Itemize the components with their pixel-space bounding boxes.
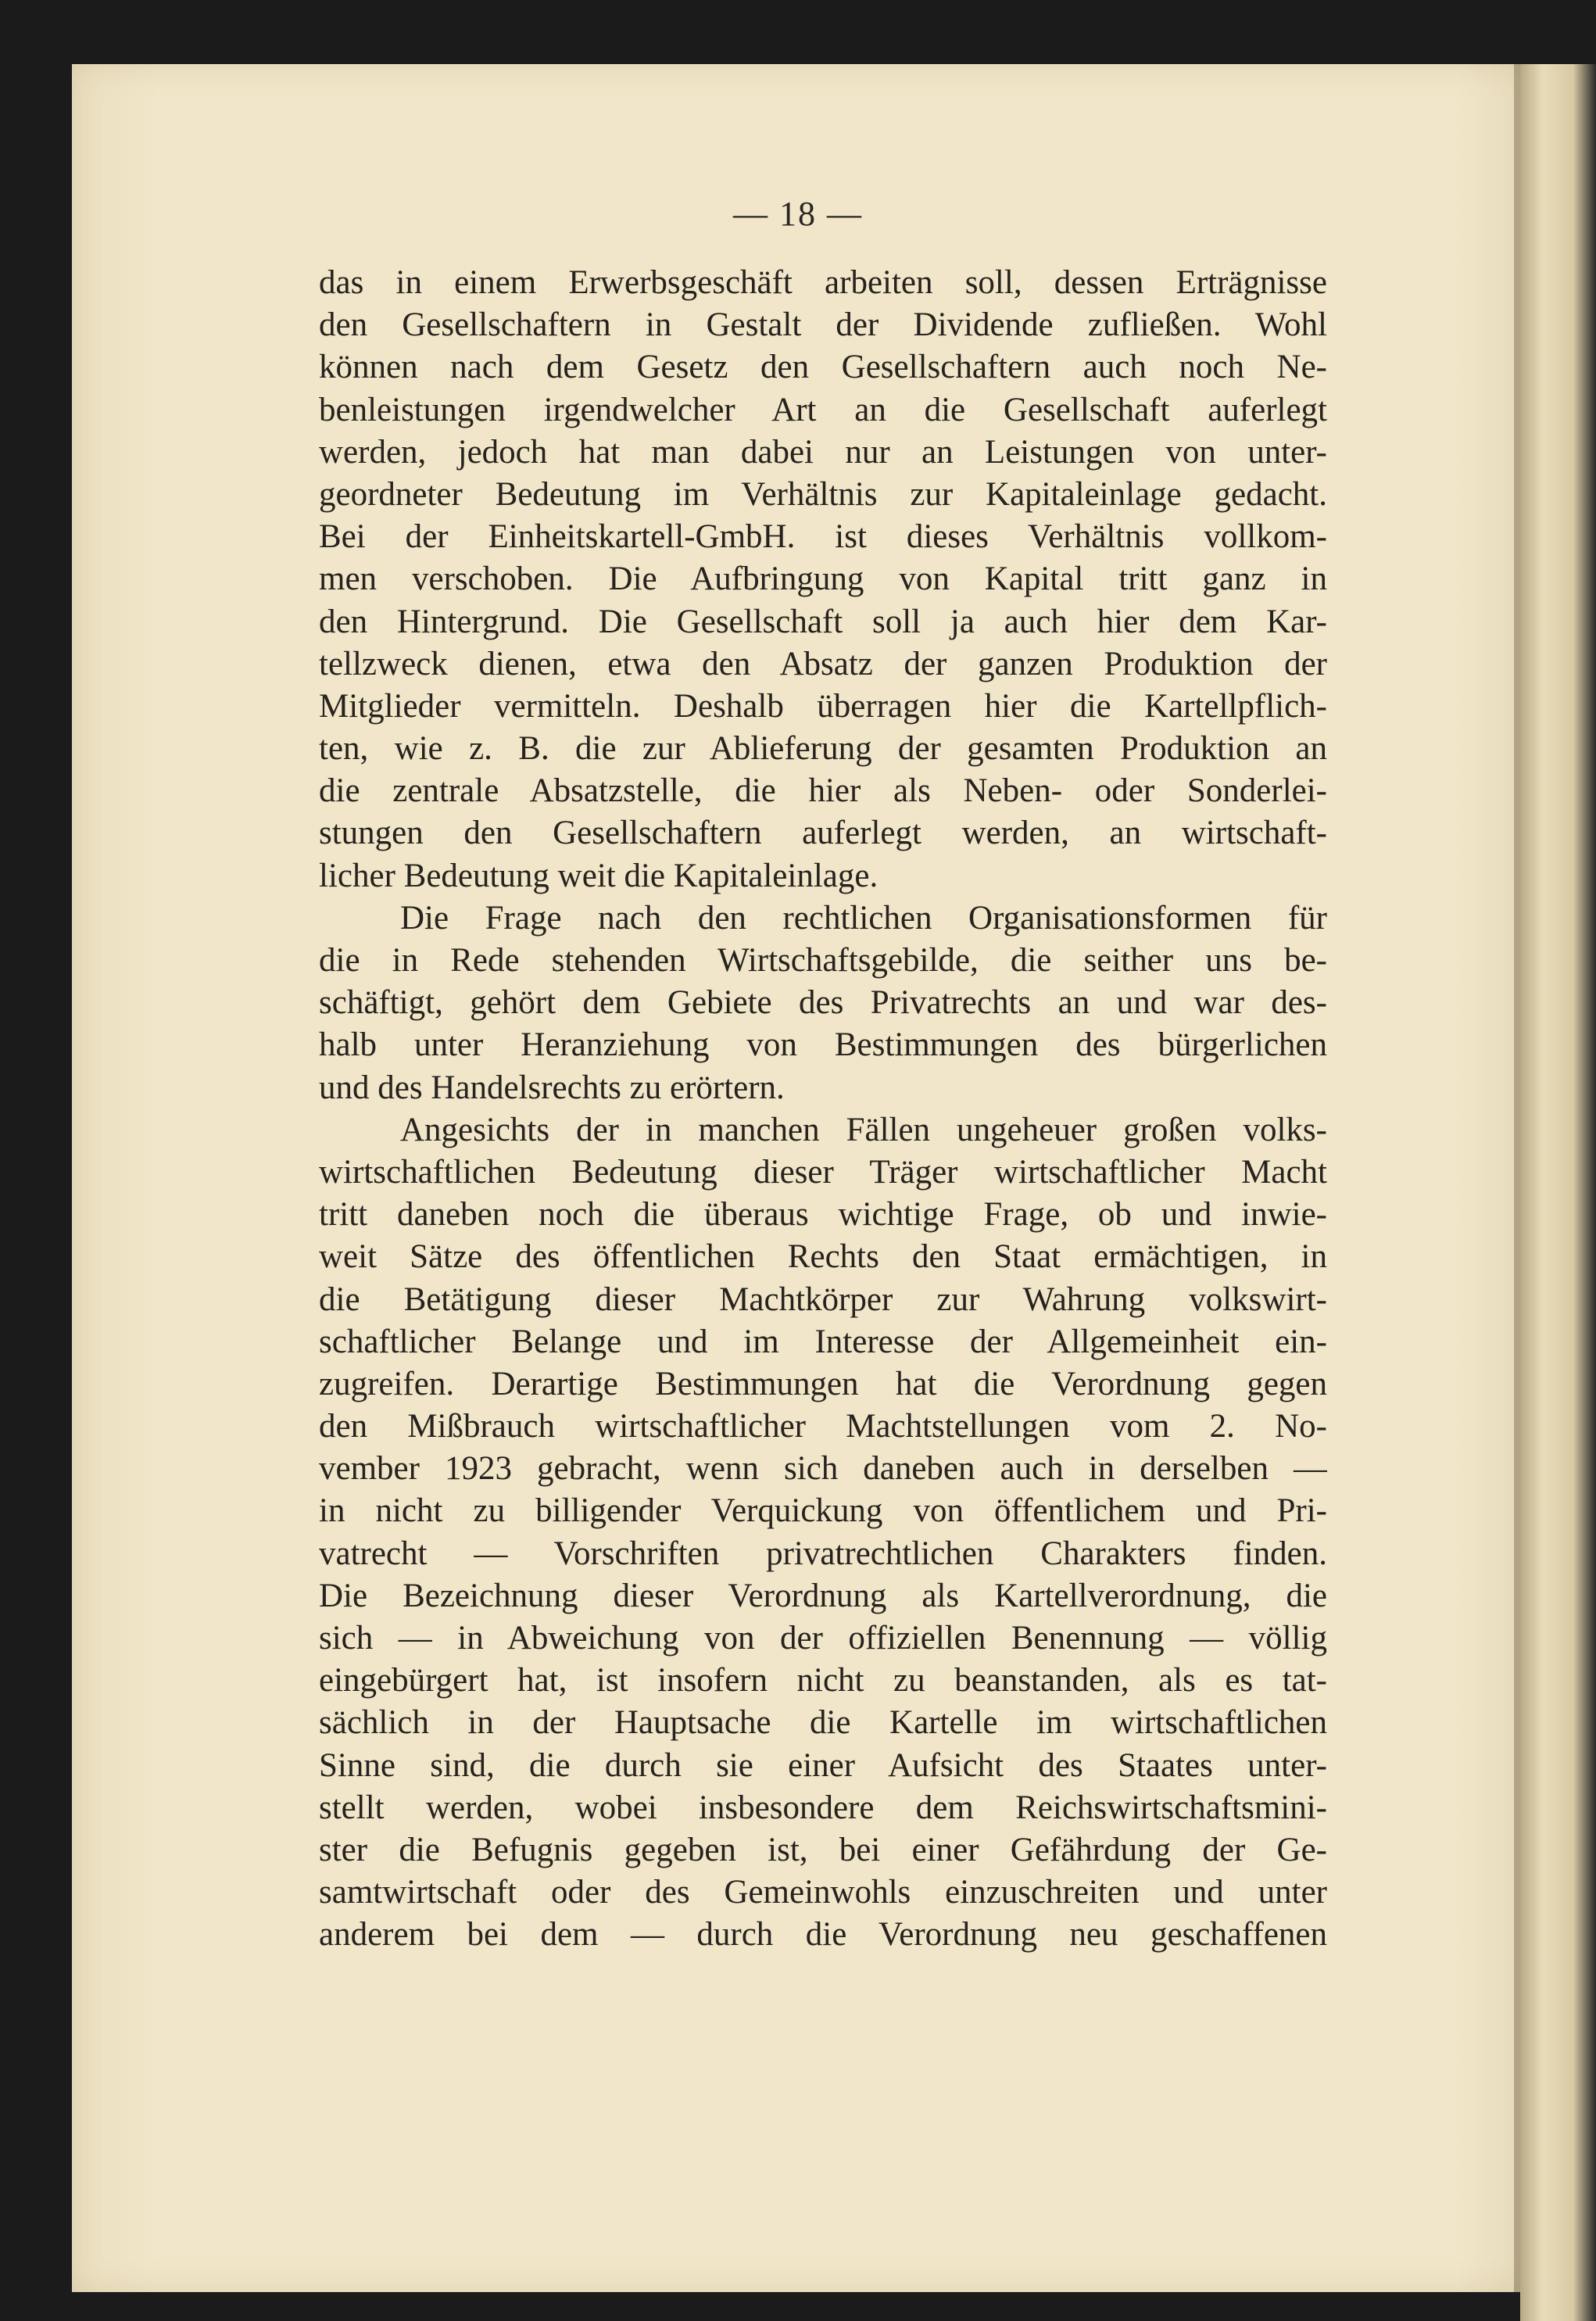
- text-line: die zentrale Absatzstelle, die hier als Neben- oder Sonderlei-: [319, 772, 1327, 810]
- text-line: anderem bei dem — durch die Verordnung neu geschaffenen: [319, 1916, 1327, 1954]
- text-line: vatrecht — Vorschriften privatrechtlichen Charakters finden.: [319, 1535, 1327, 1572]
- text-line: halb unter Heranziehung von Bestimmungen des bürgerlichen: [319, 1026, 1327, 1064]
- text-line: die in Rede stehenden Wirtschaftsgebilde, die seither uns be-: [319, 942, 1327, 979]
- page-number: — 18 —: [733, 195, 863, 233]
- text-line: samtwirtschaft oder des Gemeinwohls einzuschreiten und unter: [319, 1874, 1327, 1911]
- text-line: tritt daneben noch die überaus wichtige Frage, ob und inwie-: [319, 1196, 1327, 1234]
- text-line: benleistungen irgendwelcher Art an die Gesellschaft auferlegt: [319, 391, 1327, 428]
- body-text: [319, 262, 1327, 1957]
- text-line: schaftlicher Belange und im Interesse der Allgemeinheit ein-: [319, 1323, 1327, 1360]
- text-line: können nach dem Gesetz den Gesellschaftern auch noch Ne-: [319, 349, 1327, 386]
- text-line: sich — in Abweichung von der offiziellen Benennung — völlig: [319, 1620, 1327, 1657]
- text-line: Bei der Einheitskartell-GmbH. ist dieses Verhältnis vollkom-: [319, 518, 1327, 556]
- text-line: das in einem Erwerbsgeschäft arbeiten soll, dessen Erträgnisse: [319, 264, 1327, 301]
- text-line: den Gesellschaftern in Gestalt der Dividende zufließen. Wohl: [319, 306, 1327, 344]
- text-line: die Betätigung dieser Machtkörper zur Wahrung volkswirt-: [319, 1280, 1327, 1318]
- text-line: zugreifen. Derartige Bestimmungen hat die Verordnung gegen: [319, 1365, 1327, 1402]
- text-line: werden, jedoch hat man dabei nur an Leistungen von unter-: [319, 433, 1327, 471]
- text-line: men verschoben. Die Aufbringung von Kapital tritt ganz in: [319, 561, 1327, 598]
- next-page-edge: [1520, 64, 1596, 2321]
- text-line: in nicht zu billigender Verquickung von öffentlichem und Pri-: [319, 1492, 1327, 1530]
- text-line: ten, wie z. B. die zur Ablieferung der gesamten Produktion an: [319, 730, 1327, 768]
- text-line: licher Bedeutung weit die Kapitaleinlage.: [319, 857, 879, 894]
- text-line: Die Bezeichnung dieser Verordnung als Kartellverordnung, die: [319, 1577, 1327, 1614]
- text-line: schäftigt, gehört dem Gebiete des Privatrechts an und war des-: [319, 984, 1327, 1022]
- text-line: wirtschaftlichen Bedeutung dieser Träger wirtschaftlicher Macht: [319, 1153, 1327, 1191]
- text-line: und des Handelsrechts zu erörtern.: [319, 1069, 785, 1106]
- text-line: stellt werden, wobei insbesondere dem Reichswirtschaftsmini-: [319, 1789, 1327, 1826]
- text-line: Mitglieder vermitteln. Deshalb überragen hier die Kartellpflich-: [319, 687, 1327, 725]
- text-line: sächlich in der Hauptsache die Kartelle im wirtschaftlichen: [319, 1704, 1327, 1742]
- text-line: weit Sätze des öffentlichen Rechts den Staat ermächtigen, in: [319, 1238, 1327, 1276]
- text-line: tellzweck dienen, etwa den Absatz der ganzen Produktion der: [319, 645, 1327, 682]
- text-line: Sinne sind, die durch sie einer Aufsicht des Staates unter-: [319, 1746, 1327, 1784]
- text-line: vember 1923 gebracht, wenn sich daneben auch in derselben —: [319, 1450, 1327, 1488]
- text-line: Angesichts der in manchen Fällen ungeheuer großen volks-: [400, 1111, 1327, 1148]
- text-line: den Mißbrauch wirtschaftlicher Machtstellungen vom 2. No-: [319, 1408, 1327, 1445]
- text-line: eingebürgert hat, ist insofern nicht zu beanstanden, als es tat-: [319, 1662, 1327, 1700]
- text-line: stungen den Gesellschaftern auferlegt werden, an wirtschaft-: [319, 815, 1327, 852]
- text-line: den Hintergrund. Die Gesellschaft soll ja auch hier dem Kar-: [319, 603, 1327, 640]
- text-line: ster die Befugnis gegeben ist, bei einer Gefährdung der Ge-: [319, 1831, 1327, 1868]
- text-line: geordneter Bedeutung im Verhältnis zur Kapitaleinlage gedacht.: [319, 475, 1327, 513]
- text-line: Die Frage nach den rechtlichen Organisationsformen für: [400, 899, 1327, 937]
